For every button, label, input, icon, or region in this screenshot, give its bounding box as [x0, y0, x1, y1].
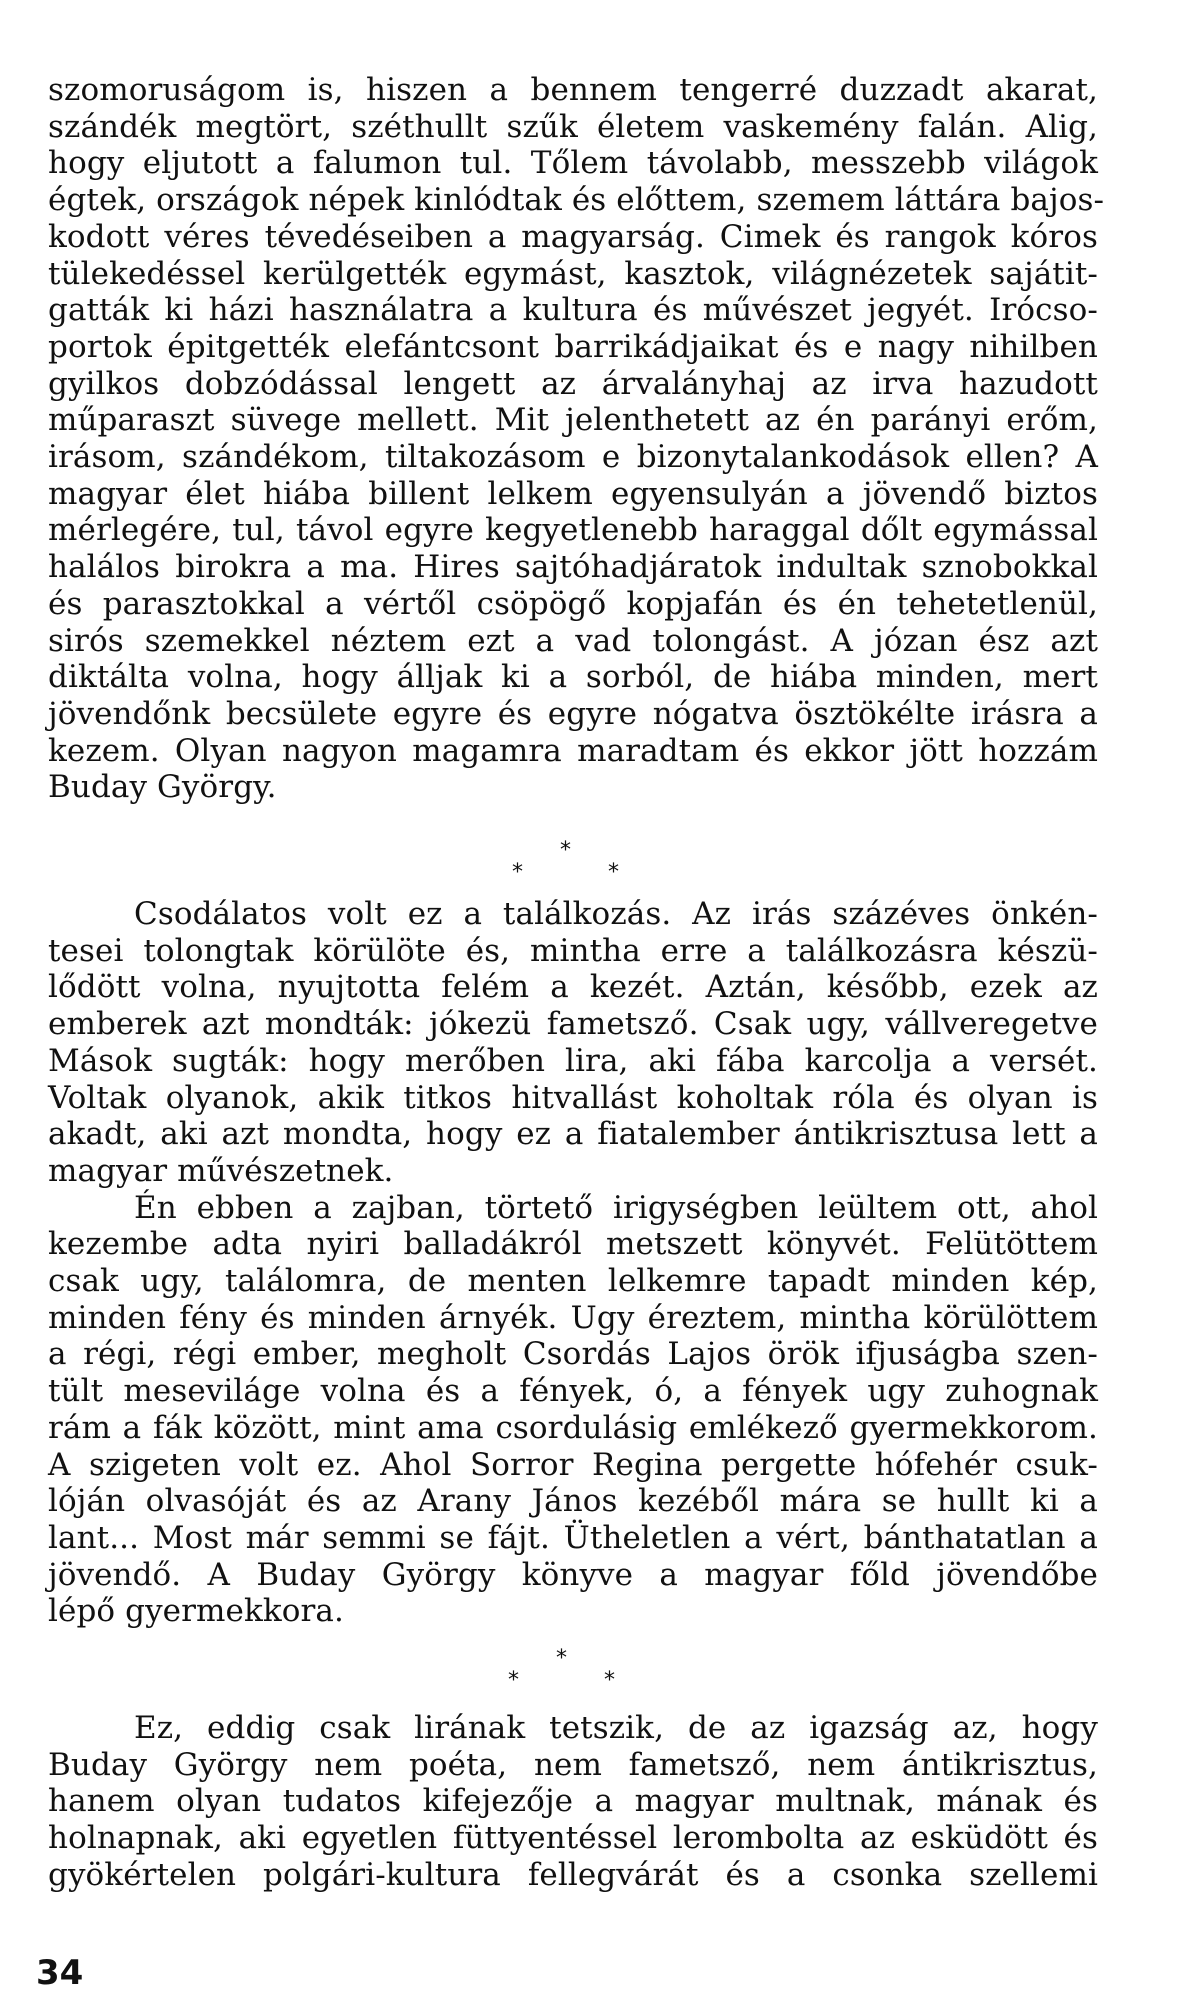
separator-asterisk: * — [604, 1668, 615, 1693]
text-line: gatták ki házi használatra a kultura és művészet jegyét. Irócso- — [48, 292, 1098, 329]
text-line: Csodálatos volt ez a találkozás. Az irás százéves önkén- — [134, 896, 1098, 932]
text-line: Voltak olyanok, akik titkos hitvallást koholtak róla és olyan is — [48, 1079, 1098, 1116]
text-line: gyökértelen polgári-kultura fellegvárát és a csonka szellemi — [48, 1856, 1098, 1893]
text-line: akadt, aki azt mondta, hogy ez a fiatalember ántikrisztusa lett a — [48, 1116, 1098, 1153]
text-line: szomoruságom is, hiszen a bennem tengerré duzzadt akarat, — [48, 72, 1098, 108]
text-line: Buday György nem poéta, nem fametsző, nem ántikrisztus, — [48, 1746, 1098, 1783]
text-line: jövendő. A Buday György könyve a magyar főld jövendőbe — [48, 1556, 1098, 1593]
text-line: műparaszt süvege mellett. Mit jelenthetett az én parányi erőm, — [48, 402, 1098, 439]
separator-asterisk: * — [512, 860, 523, 885]
text-line: és parasztokkal a vértől csöpögő kopjafán és én tehetetlenül, — [48, 585, 1098, 622]
text-line: hogy eljutott a falumon tul. Tőlem távolabb, messzebb világok — [48, 145, 1098, 182]
text-line: a régi, régi ember, megholt Csordás Lajos örök ifjuságba szen- — [48, 1336, 1098, 1373]
text-line: tesei tolongtak körülöte és, mintha erre a találkozásra készü- — [48, 932, 1098, 969]
paragraph-block-2 — [48, 896, 1098, 1630]
text-line: lóján olvasóját és az Arany János kezéből mára se hullt ki a — [48, 1483, 1098, 1520]
text-line: Én ebben a zajban, törtető irigységben leültem ott, ahol — [134, 1189, 1098, 1226]
separator-asterisk: * — [560, 838, 571, 863]
text-line: magyar művészetnek. — [48, 1152, 394, 1189]
text-line: sirós szemekkel néztem ezt a vad tolongást. A józan ész azt — [48, 622, 1098, 659]
section-separator-2 — [0, 1644, 1178, 1704]
text-line: égtek, országok népek kinlódtak és előttem, szemem láttára bajos- — [48, 182, 1105, 219]
text-line: tült meseviláge volna és a fények, ó, a fények ugy zuhognak — [48, 1373, 1098, 1410]
text-line: gyilkos dobzódással lengett az árvalányhaj az irva hazudott — [48, 365, 1098, 402]
text-line: irásom, szándékom, tiltakozásom e bizonytalankodások ellen? A — [48, 439, 1098, 476]
text-line: A szigeten volt ez. Ahol Sorror Regina pergette hófehér csuk- — [48, 1446, 1098, 1483]
separator-asterisk: * — [556, 1646, 567, 1671]
text-line: holnapnak, aki egyetlen füttyentéssel lerombolta az esküdött és — [48, 1820, 1098, 1857]
text-line: tülekedéssel kerülgették egymást, kasztok, világnézetek sajátit- — [48, 255, 1098, 292]
text-line: kezem. Olyan nagyon magamra maradtam és ekkor jött hozzám — [48, 732, 1098, 769]
text-line: kodott véres tévedéseiben a magyarság. Cimek és rangok kóros — [48, 218, 1098, 255]
text-line: lépő gyermekkora. — [48, 1593, 344, 1630]
page-number: 34 — [36, 1953, 84, 1993]
text-line: Buday György. — [48, 769, 277, 806]
text-line: mérlegére, tul, távol egyre kegyetlenebb haraggal dőlt egymással — [48, 512, 1098, 549]
text-line: emberek azt mondták: jókezü fametsző. Csak ugy, vállveregetve — [48, 1006, 1098, 1043]
text-line: lant... Most már semmi se fájt. Ütheletlen a vért, bánthatatlan a — [48, 1519, 1098, 1556]
text-line: diktálta volna, hogy álljak ki a sorból, de hiába minden, mert — [48, 659, 1098, 696]
paragraph-block-1 — [48, 72, 1105, 806]
text-line: csak ugy, találomra, de menten lelkemre tapadt minden kép, — [48, 1263, 1098, 1300]
text-line: halálos birokra a ma. Hires sajtóhadjáratok indultak sznobokkal — [48, 549, 1098, 586]
text-line: szándék megtört, széthullt szűk életem vaskemény falán. Alig, — [48, 108, 1098, 145]
text-line: kezembe adta nyiri balladákról metszett könyvét. Felütöttem — [48, 1226, 1098, 1263]
text-line: rám a fák között, mint ama csordulásig emlékező gyermekkorom. — [48, 1409, 1098, 1446]
text-line: jövendőnk becsülete egyre és egyre nógatva ösztökélte irásra a — [48, 695, 1098, 732]
text-line: Mások sugták: hogy merőben lira, aki fába karcolja a versét. — [48, 1042, 1098, 1079]
text-line: lődött volna, nyujtotta felém a kezét. Aztán, később, ezek az — [48, 969, 1098, 1006]
text-line: Ez, eddig csak lirának tetszik, de az igazság az, hogy — [134, 1710, 1098, 1746]
paragraph-block-3 — [48, 1710, 1098, 1894]
text-line: portok épitgették elefántcsont barrikádjaikat és e nagy nihilben — [48, 328, 1098, 365]
separator-asterisk: * — [508, 1668, 519, 1693]
text-line: hanem olyan tudatos kifejezője a magyar multnak, mának és — [48, 1783, 1098, 1820]
text-line: magyar élet hiába billent lelkem egyensulyán a jövendő biztos — [48, 475, 1098, 512]
text-line: minden fény és minden árnyék. Ugy éreztem, mintha körülöttem — [48, 1299, 1098, 1336]
separator-asterisk: * — [608, 860, 619, 885]
section-separator-1 — [0, 832, 1178, 892]
